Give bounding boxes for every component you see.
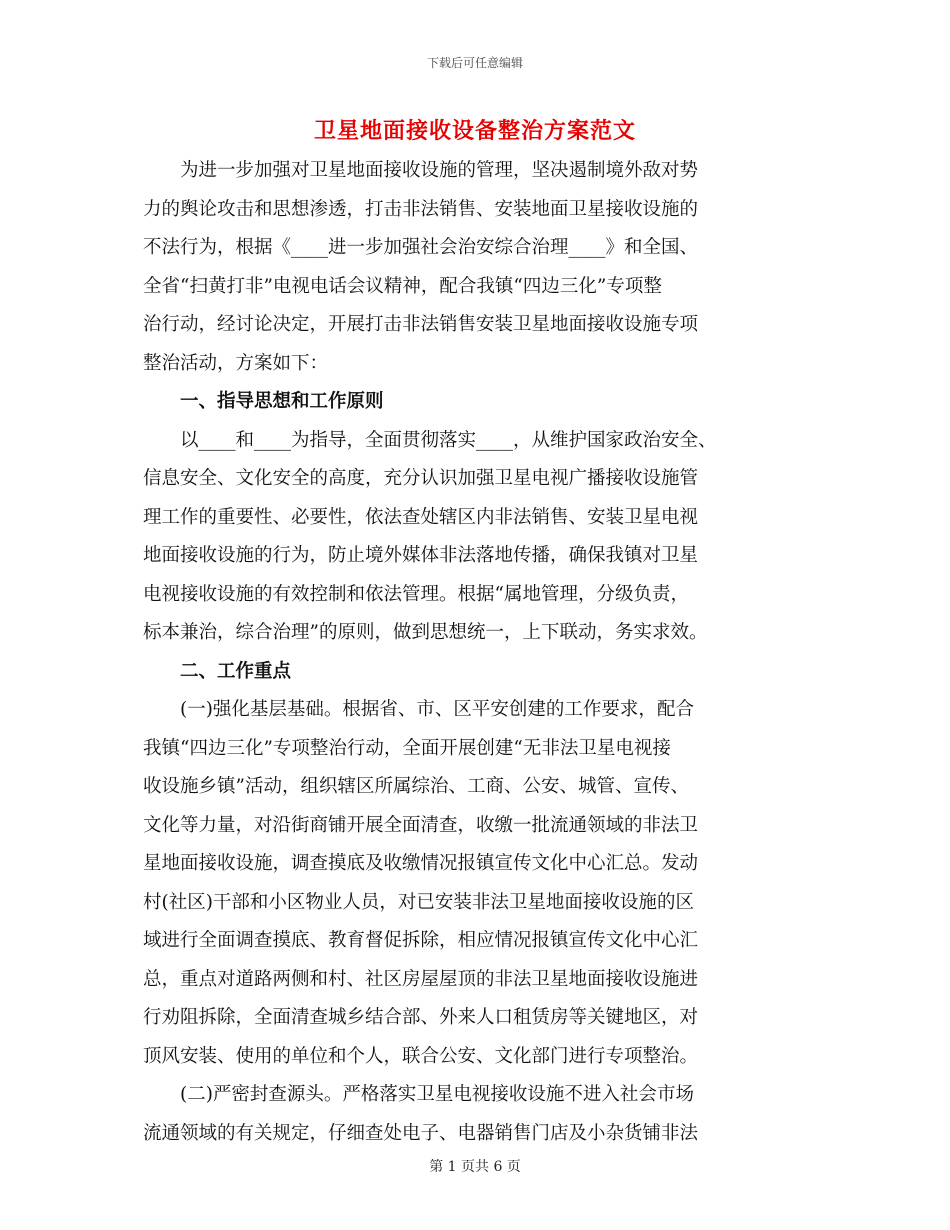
body-text-line: 以____和____为指导，全面贯彻落实____，从维护国家政治安全、 xyxy=(143,429,717,451)
body-text-line: 不法行为，根据《____进一步加强社会治安综合治理____》和全国、 xyxy=(143,237,699,258)
body-text-line: 全省“扫黄打非”电视电话会议精神，配合我镇“四边三化”专项整 xyxy=(143,275,662,297)
body-text-line: 力的舆论攻击和思想渗透，打击非法销售、安装地面卫星接收设施的 xyxy=(143,198,699,220)
body-text-line: 域进行全面调查摸底、教育督促拆除，相应情况报镇宣传文化中心汇 xyxy=(143,930,699,951)
body-text-line: 地面接收设施的行为，防止境外媒体非法落地传播，确保我镇对卫星 xyxy=(143,545,699,566)
body-text-line: 总，重点对道路两侧和村、社区房屋屋顶的非法卫星地面接收设施进 xyxy=(143,968,699,990)
body-text-line: 为进一步加强对卫星地面接收设施的管理，坚决遏制境外敌对势 xyxy=(143,160,699,181)
body-text-line: 行劝阻拆除，全面清查城乡结合部、外来人口租赁房等关键地区，对 xyxy=(143,1007,699,1028)
body-text-line: 星地面接收设施，调查摸底及收缴情况报镇宣传文化中心汇总。发动 xyxy=(143,853,699,874)
body-text-line: (一)强化基层基础。根据省、市、区平安创建的工作要求，配合 xyxy=(143,699,694,720)
document-body xyxy=(143,152,808,1153)
page-header: 下载后可任意编辑 xyxy=(426,56,523,70)
section-heading: 一、指导思想和工作原则 xyxy=(143,391,384,412)
body-text-line: 整治活动，方案如下： xyxy=(143,352,329,374)
body-text-line: 村(社区)干部和小区物业人员，对已安装非法卫星地面接收设施的区 xyxy=(143,891,694,913)
body-text-line: 收设施乡镇”活动，组织辖区所属综治、工商、公安、城管、宣传、 xyxy=(143,776,689,797)
body-text-line: 电视接收设施的有效控制和依法管理。根据“属地管理，分级负责， xyxy=(143,583,689,605)
section-heading: 二、工作重点 xyxy=(143,660,292,682)
body-text-line: 理工作的重要性、必要性，依法查处辖区内非法销售、安装卫星电视 xyxy=(143,506,699,528)
page-footer: 第 1 页共 6 页 xyxy=(429,1159,521,1175)
body-text-line: 我镇“四边三化”专项整治行动，全面开展创建“无非法卫星电视接 xyxy=(143,737,671,759)
body-text-line: (二)严密封查源头。严格落实卫星电视接收设施不进入社会市场 xyxy=(143,1084,694,1105)
body-text-line: 标本兼治，综合治理”的原则，做到思想统一，上下联动，务实求效。 xyxy=(143,622,708,643)
body-text-line: 顶风安装、使用的单位和个人，联合公安、文化部门进行专项整治。 xyxy=(143,1045,699,1067)
body-text-line: 文化等力量，对沿街商铺开展全面清查，收缴一批流通领域的非法卫 xyxy=(143,814,699,836)
body-text-line: 治行动，经讨论决定，开展打击非法销售安装卫星地面接收设施专项 xyxy=(143,314,699,335)
body-text-line: 信息安全、文化安全的高度，充分认识加强卫星电视广播接收设施管 xyxy=(143,468,699,489)
body-text-line: 流通领域的有关规定，仔细查处电子、电器销售门店及小杂货铺非法 xyxy=(143,1122,699,1144)
document-title: 卫星地面接收设备整治方案范文 xyxy=(313,118,636,144)
